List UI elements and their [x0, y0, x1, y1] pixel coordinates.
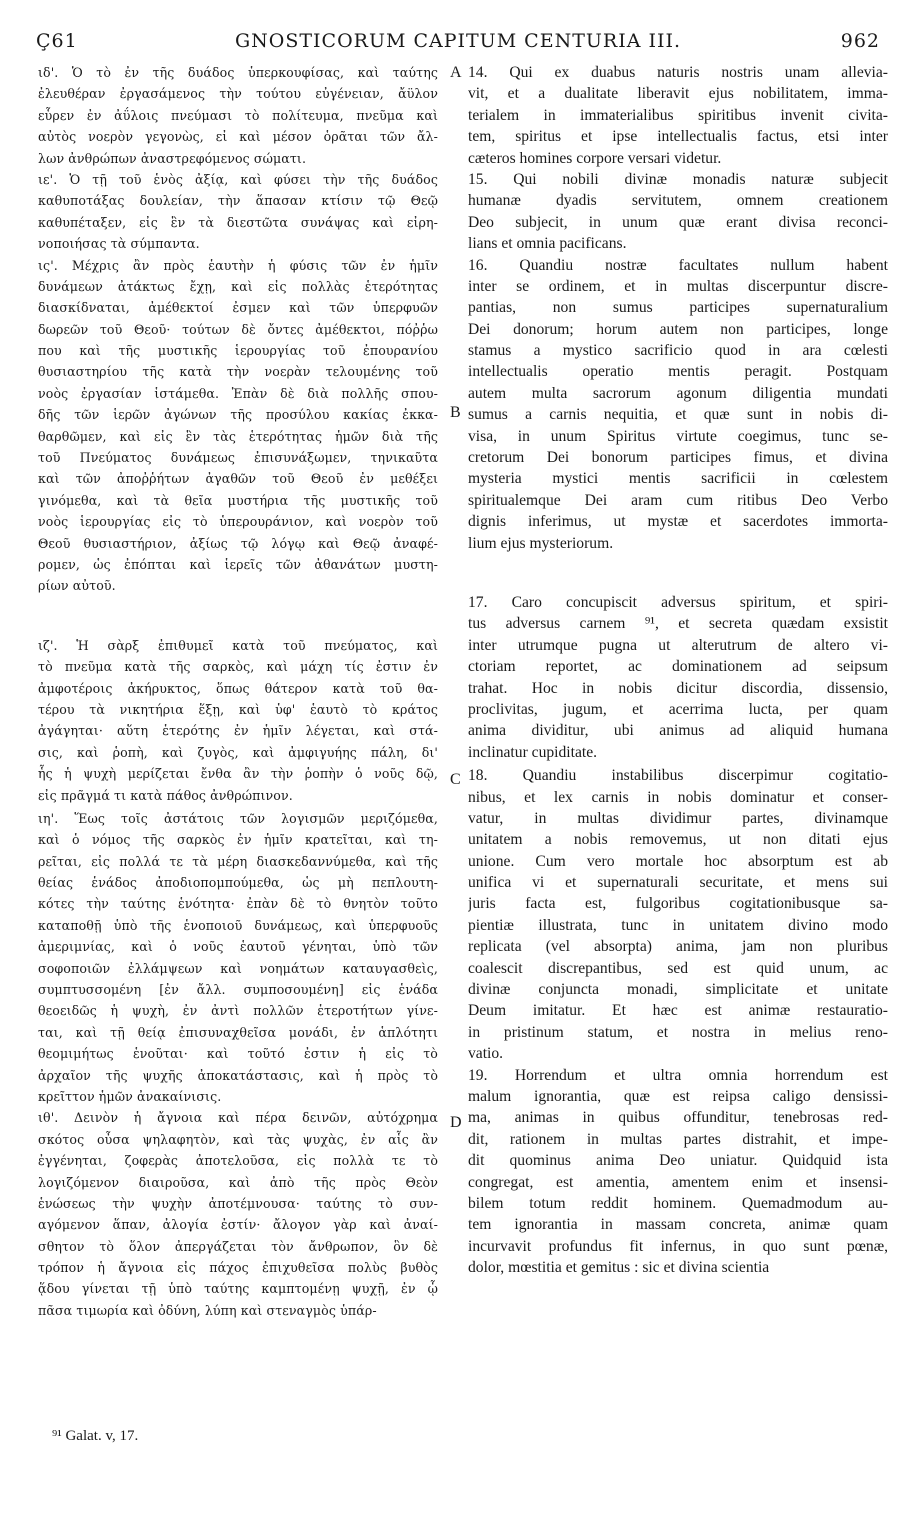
- latin-text-line: humanæ dyadis servitutem, omnem creationem: [468, 192, 888, 210]
- greek-text-line: αὐτὸς νοερὸν γεγονὼς, εἰ καὶ μέσον ὁρᾶται τῶν ἄλ-: [38, 129, 438, 145]
- latin-text-line: juris facta est, fulgoribus cogitationibusque sa-: [468, 895, 888, 913]
- greek-text-line: ρίων αὐτοῦ.: [38, 578, 116, 594]
- latin-text-line: intellectualis operatio mentis peragit. Postquam: [468, 363, 888, 381]
- greek-text-line: ἑνώσεως τὴν ψυχὴν ἀποτέμνουσα· ταύτης τὸ συν-: [38, 1195, 438, 1211]
- greek-text-line: τέρου τὰ νικητήρια ἕξῃ, καὶ ὑφ' ἑαυτὸ τὸ κράτος: [38, 701, 438, 717]
- margin-marker-b: B: [450, 404, 461, 421]
- greek-text-line: δῆς τῶν ἱερῶν ἀγώνων τῆς προσύλου κακίας ἐκκα-: [38, 407, 438, 423]
- greek-text-line: ιζ'. Ἡ σὰρξ ἐπιθυμεῖ κατὰ τοῦ πνεύματος, καὶ: [38, 637, 438, 653]
- greek-text-line: ᾅδου γίνεται τῇ ὑπὸ ταύτης καμπτομένῃ ψυχῇ, ἐν ᾧ: [38, 1281, 438, 1297]
- greek-text-line: καὶ ὁ νόμος τῆς σαρκὸς ἐν ἡμῖν κρατεῖται, καὶ τη-: [38, 832, 438, 848]
- greek-text-line: νοὸς ἱερουργίας εἰς τὸ ὑπερουράνιον, καὶ νοερὸν τοῦ: [38, 514, 438, 530]
- greek-text-line: λογιζόμενον διαιροῦσα, καὶ ἀπὸ τῆς πρὸς Θεὸν: [38, 1174, 438, 1190]
- latin-text-line: visa, in unum Spiritus virtute coegimus, tunc se-: [468, 427, 888, 445]
- latin-text-line: ma, animas in quibus offunditur, tenebrosas red-: [468, 1109, 888, 1127]
- latin-text-line: vatio.: [468, 1045, 504, 1063]
- latin-text-line: 19. Horrendum et ultra omnia horrendum est: [468, 1066, 888, 1084]
- greek-text-line: καὶ τῶν ἀποῤῥήτων ἀγαθῶν τοῦ Θεοῦ ἐν μεθέξει: [38, 471, 438, 487]
- latin-text-line: dit, rationem in multas partes distrahit, et impe-: [468, 1130, 888, 1148]
- running-title: GNOSTICORUM CAPITUM CENTURIA III.: [234, 30, 682, 52]
- greek-text-line: Θεοῦ θυσιαστήριον, ἀξίως τῷ λόγῳ καὶ Θεῷ ἀναφέ-: [38, 535, 438, 551]
- latin-text-line: dit quominus anima Deo uniatur. Quidquid ista: [468, 1152, 888, 1170]
- greek-text-line: ις'. Μέχρις ἂν πρὸς ἑαυτὴν ἡ φύσις τῶν ἐν ἡμῖν: [38, 257, 438, 273]
- latin-text-line: spiritualemque Dei aram cum ritibus Deo Verbo: [468, 491, 888, 509]
- greek-text-line: ἧς ἡ ψυχὴ μερίζεται ἔνθα ἂν τὴν ῥοπὴν ὁ νοῦς δῷ,: [38, 766, 438, 782]
- latin-text-line: proclivitas, jugum, et acerrima lucta, per quam: [468, 700, 888, 718]
- greek-text-line: νοποιήσας τὰ σύμπαντα.: [38, 236, 200, 252]
- greek-column: [38, 62, 438, 1321]
- latin-text-line: pantias, non sumus participes supernaturalium: [468, 299, 888, 317]
- greek-text-line: τρόπον ἡ ἄγνοια εἰς πάχος ἐπιχυθεῖσα πολὺς βυθὸς: [38, 1260, 438, 1276]
- latin-text-line: in pristinum statum, et nostra in melius reno-: [468, 1023, 888, 1041]
- greek-text-line: σοφοποιῶν ἐλλάμψεων καὶ νοημάτων καταυγασθεὶς,: [38, 960, 438, 976]
- greek-text-line: καθυποτάξας δουλείαν, τὴν ἅπασαν κτίσιν τῷ Θεῷ: [38, 193, 438, 209]
- greek-text-line: ἀμεριμνίας, καὶ ὁ νοῦς ἑαυτοῦ γένηται, ὑπὸ τῶν: [38, 939, 438, 955]
- latin-text-line: terialem in immaterialibus spiritibus invenit civita-: [468, 106, 888, 124]
- page-number-left: Ç61: [36, 30, 78, 52]
- latin-text-line: Deum imitatur. Et hæc est animæ restauratio-: [468, 1002, 888, 1020]
- latin-text-line: 15. Qui nobili divinæ monadis naturæ subjecit: [468, 170, 888, 188]
- greek-text-line: εἰς πρᾶγμά τι κατὰ πάθος ἀνθρώπινον.: [38, 787, 293, 803]
- greek-text-line: δωρεῶν τοῦ Θεοῦ· τούτων δὲ ὄντες ἀμέθεκτοι, πόῤῥω: [38, 321, 438, 337]
- greek-text-line: γινόμεθα, καὶ τὰ θεῖα μυστήρια τῆς μυστικῆς τοῦ: [38, 492, 438, 508]
- margin-marker-a: A: [450, 64, 462, 81]
- latin-text-line: inter utrumque pugna ut alterutrum de altero vi-: [468, 636, 888, 654]
- latin-text-line: 16. Quandiu nostræ facultates nullum habent: [468, 256, 888, 274]
- greek-text-line: καθυπέταξεν, εἰς ἓν τὰ διεστῶτα συνάψας καὶ εἰρη-: [38, 214, 438, 230]
- latin-text-line: incurvavit profundus fit infernus, in quo sunt pœnæ,: [468, 1237, 888, 1255]
- latin-text-line: 17. Caro concupiscit adversus spiritum, et spiri-: [468, 593, 888, 611]
- greek-text-line: θεοειδῶς ἡ ψυχὴ, ἐν ἀντὶ πολλῶν ἑτεροτήτων γίνε-: [38, 1003, 438, 1019]
- latin-text-line: lians et omnia pacificans.: [468, 235, 627, 253]
- latin-text-line: lium ejus mysteriorum.: [468, 534, 614, 552]
- greek-text-line: νοὸς ἐργασίαν ἱστάμεθα. Ἐπὰν δὲ διὰ πολλῆς σπου-: [38, 385, 438, 401]
- latin-text-line: unifica vi et supernaturali securitate, et mens sui: [468, 874, 888, 892]
- latin-text-line: cæteros homines corpore versari videtur.: [468, 149, 722, 167]
- latin-text-line: bilem totum reddit hominem. Quemadmodum au-: [468, 1194, 888, 1212]
- latin-column: [468, 62, 888, 1278]
- latin-text-line: Deo subjecit, in unum quæ erant divisa reconci-: [468, 213, 888, 231]
- latin-text-line: unione. Cum vero mortale hoc absorptum est ab: [468, 852, 888, 870]
- greek-text-line: που καὶ τῆς μυστικῆς ἱερουργίας τοῦ ἐπουρανίου: [38, 343, 438, 359]
- latin-text-line: tus adversus carnem ⁹¹, et secreta quædam exsistit: [468, 615, 888, 633]
- greek-text-line: τοῦ Πνεύματος δυνάμεως ἐπισυνάξωμεν, τηνικαῦτα: [38, 450, 438, 466]
- greek-text-line: σθητον τὸ ὅλον ἀπεργάζεται τὸν ἄνθρωπον, ὃν δὲ: [38, 1238, 438, 1254]
- footnote: ⁹¹ Galat. v, 17.: [52, 1428, 139, 1444]
- latin-text-line: cretorum Dei bonorum participes fimus, et divina: [468, 449, 888, 467]
- latin-text-line: inter se ordinem, et in multas discerpuntur discre-: [468, 277, 888, 295]
- greek-text-line: λων ἀνθρώπων ἀναστρεφόμενος σώματι.: [38, 150, 307, 166]
- latin-text-line: replicata (vel absorpta) anima, jam non pluribus: [468, 938, 888, 956]
- running-header: [36, 30, 880, 54]
- latin-text-line: sumus a carnis nequitia, et quæ sunt in nobis di-: [468, 406, 888, 424]
- latin-text-line: 18. Quandiu instabilibus discerpimur cogitatio-: [468, 767, 888, 785]
- latin-text-line: tem ignorantia in massam concreta, animæ quam: [468, 1216, 888, 1234]
- greek-text-line: συμπτυσσομένη [ἐν ἄλλ. συμποσουμένη] εἰς ἑνάδα: [38, 982, 438, 998]
- greek-text-line: ιη'. Ἕως τοῖς ἀστάτοις τῶν λογισμῶν μεριζόμεθα,: [38, 810, 438, 826]
- latin-text-line: 14. Qui ex duabus naturis nostris unam allevia-: [468, 64, 888, 81]
- greek-text-line: εὗρεν ἐν ἀΰλοις πνεύμασι τὸ πολίτευμα, πνεῦμα καὶ: [38, 107, 438, 123]
- greek-text-line: ἀγάγηται· αὕτη ἑτερότης ἐν ἡμῖν λέγεται, καὶ στά-: [38, 723, 438, 739]
- greek-text-line: ρομεν, ὡς ἐπόπται καὶ ἱερεῖς τῶν ἀθανάτων μυστη-: [38, 556, 438, 572]
- greek-text-line: θυσιαστηρίου τῆς κατὰ τὴν νοερὰν τελουμένης τοῦ: [38, 364, 438, 380]
- margin-marker-d: D: [450, 1114, 462, 1131]
- page-number-right: 962: [840, 30, 880, 52]
- latin-text-line: autem multa sacrorum agonum diligentia mundati: [468, 384, 888, 402]
- paragraph-gap: [38, 597, 438, 635]
- greek-text-line: θεομιμήτως ἑνοῦται· καὶ τοῦτό ἐστιν ἡ εἰς τὸ: [38, 1046, 438, 1062]
- greek-text-line: δυνάμεων ἀτάκτως ἔχῃ, καὶ εἰς πολλὰς ἑτερότητας: [38, 278, 438, 294]
- greek-text-line: ἀμφοτέροις ἀκήρυκτος, ὅπως θάτερον κατὰ τοῦ θα-: [38, 680, 438, 696]
- latin-text-line: Dei donorum; horum autem non participes, longe: [468, 320, 888, 338]
- latin-text-line: ctoriam reportet, ac dominationem ad seipsum: [468, 658, 888, 676]
- latin-text-line: nibus, et lex carnis in nobis dominatur et conser-: [468, 788, 888, 806]
- margin-marker-c: C: [450, 771, 461, 788]
- latin-text-line: congregat, est amentia, amentem enim et insensi-: [468, 1173, 888, 1191]
- greek-text-line: κρεῖττον ἡμῶν ἀνακαίνισις.: [38, 1088, 222, 1104]
- latin-text-line: unitatem a nobis removemus, ut non ditati ejus: [468, 831, 888, 849]
- greek-text-line: ιθ'. Δεινὸν ἡ ἄγνοια καὶ πέρα δεινῶν, αὐτόχρημα: [38, 1110, 438, 1126]
- greek-text-line: θαρθῶμεν, καὶ εἰς ἓν τὰς ἑτερότητας ἡμῶν διὰ τῆς: [38, 428, 438, 444]
- greek-text-line: σκότος οὖσα ψηλαφητὸν, καὶ τὰς ψυχὰς, ἐν αἷς ἂν: [38, 1131, 438, 1147]
- greek-text-line: τὸ πνεῦμα κατὰ τῆς σαρκὸς, καὶ μάχη τίς ἐστιν ἐν: [38, 659, 438, 675]
- greek-text-line: διασκίδναται, ἀμέθεκτοί ἐσμεν καὶ τῶν ὑπερφυῶν: [38, 300, 438, 316]
- greek-text-line: θείας ἑνάδος ἀποδιοπομπούμεθα, ὡς μὴ πεπλουτη-: [38, 875, 438, 891]
- latin-text-line: mysteria mystici mentis sacrificii in cœlestem: [468, 470, 888, 488]
- greek-text-line: ἐλευθέραν ἐργασάμενος τὴν τούτου εὐγένειαν, ἄϋλον: [38, 86, 438, 102]
- latin-text-line: dolor, mœstitia et gemitus : sic et divina scientia: [468, 1259, 770, 1277]
- latin-text-line: pientiæ illustrata, tunc in unitatem divino modo: [468, 916, 888, 934]
- latin-text-line: anima dividitur, ubi animus ad aliquid humana: [468, 722, 888, 740]
- latin-text-line: dignis inferimus, ut mystæ et sacerdotes immorta-: [468, 513, 888, 531]
- latin-text-line: divinæ conjuncta monadi, simplicitate et unitate: [468, 981, 888, 999]
- greek-text-line: ιε'. Ὁ τῇ τοῦ ἑνὸς ἀξίᾳ, καὶ φύσει τὴν τῆς δυάδος: [38, 171, 438, 187]
- greek-text-line: πᾶσα τιμωρία καὶ ὀδύνη, λύπη καὶ στεναγμὸς ὑπάρ-: [38, 1302, 377, 1318]
- latin-text-line: tem, spiritus et ipse intellectualis factus, etsi inter: [468, 128, 888, 146]
- latin-text-line: vit, et a dualitate liberavit ejus nobilitatem, imma-: [468, 85, 888, 103]
- latin-text-line: vatur, in multas dividimur partes, divinamque: [468, 809, 888, 827]
- greek-text-line: ρεῖται, εἰς πολλά τε τὰ μέρη διασκεδαννύμεθα, καὶ τῆς: [38, 853, 438, 869]
- greek-text-line: ται, καὶ τῇ θείᾳ ἐπισυναχθεῖσα μονάδι, ἐν ἁπλότητι: [38, 1024, 438, 1040]
- latin-text-line: coalescit discrepantibus, sed est quid unum, ac: [468, 959, 888, 977]
- greek-text-line: ἐγγένηται, ζοφερὰς ἀποτελοῦσα, εἰς πολλὰ τε τὸ: [38, 1153, 438, 1169]
- latin-text-line: stamus a mystico sacrificio quod in ara cœlesti: [468, 342, 888, 360]
- greek-text-line: σις, καὶ ῥοπὴ, καὶ ζυγὸς, καὶ ἀμφιγυήης πάλη, δι': [38, 744, 438, 760]
- greek-text-line: καταποθῇ ὑπὸ τῆς ἑνοποιοῦ δυνάμεως, καὶ ὑπερφυοῦς: [38, 917, 438, 933]
- greek-text-line: ιδ'. Ὁ τὸ ἐν τῆς δυάδος ὑπερκουφίσας, καὶ ταύτης: [38, 65, 438, 80]
- latin-text-line: malum ignorantia, quæ est reipsa caligo densissi-: [468, 1087, 888, 1105]
- latin-text-line: trahat. Hoc in nobis dicitur discordia, dissensio,: [468, 679, 888, 697]
- paragraph-gap: [468, 554, 888, 592]
- latin-text-line: inclinatur cupiditate.: [468, 743, 598, 761]
- greek-text-line: αγόμενον ἅπαν, ἀλογία ἐστίν· ἄλογον γὰρ καὶ ἀναί-: [38, 1217, 438, 1233]
- greek-text-line: κότες τὴν ταύτης ἑνότητα· ἐπὰν δὲ τὸ θνητὸν τοῦτο: [38, 896, 438, 912]
- greek-text-line: ἀρχαῖον τῆς ψυχῆς ἀποκατάστασις, καὶ ἡ πρὸς τὸ: [38, 1067, 438, 1083]
